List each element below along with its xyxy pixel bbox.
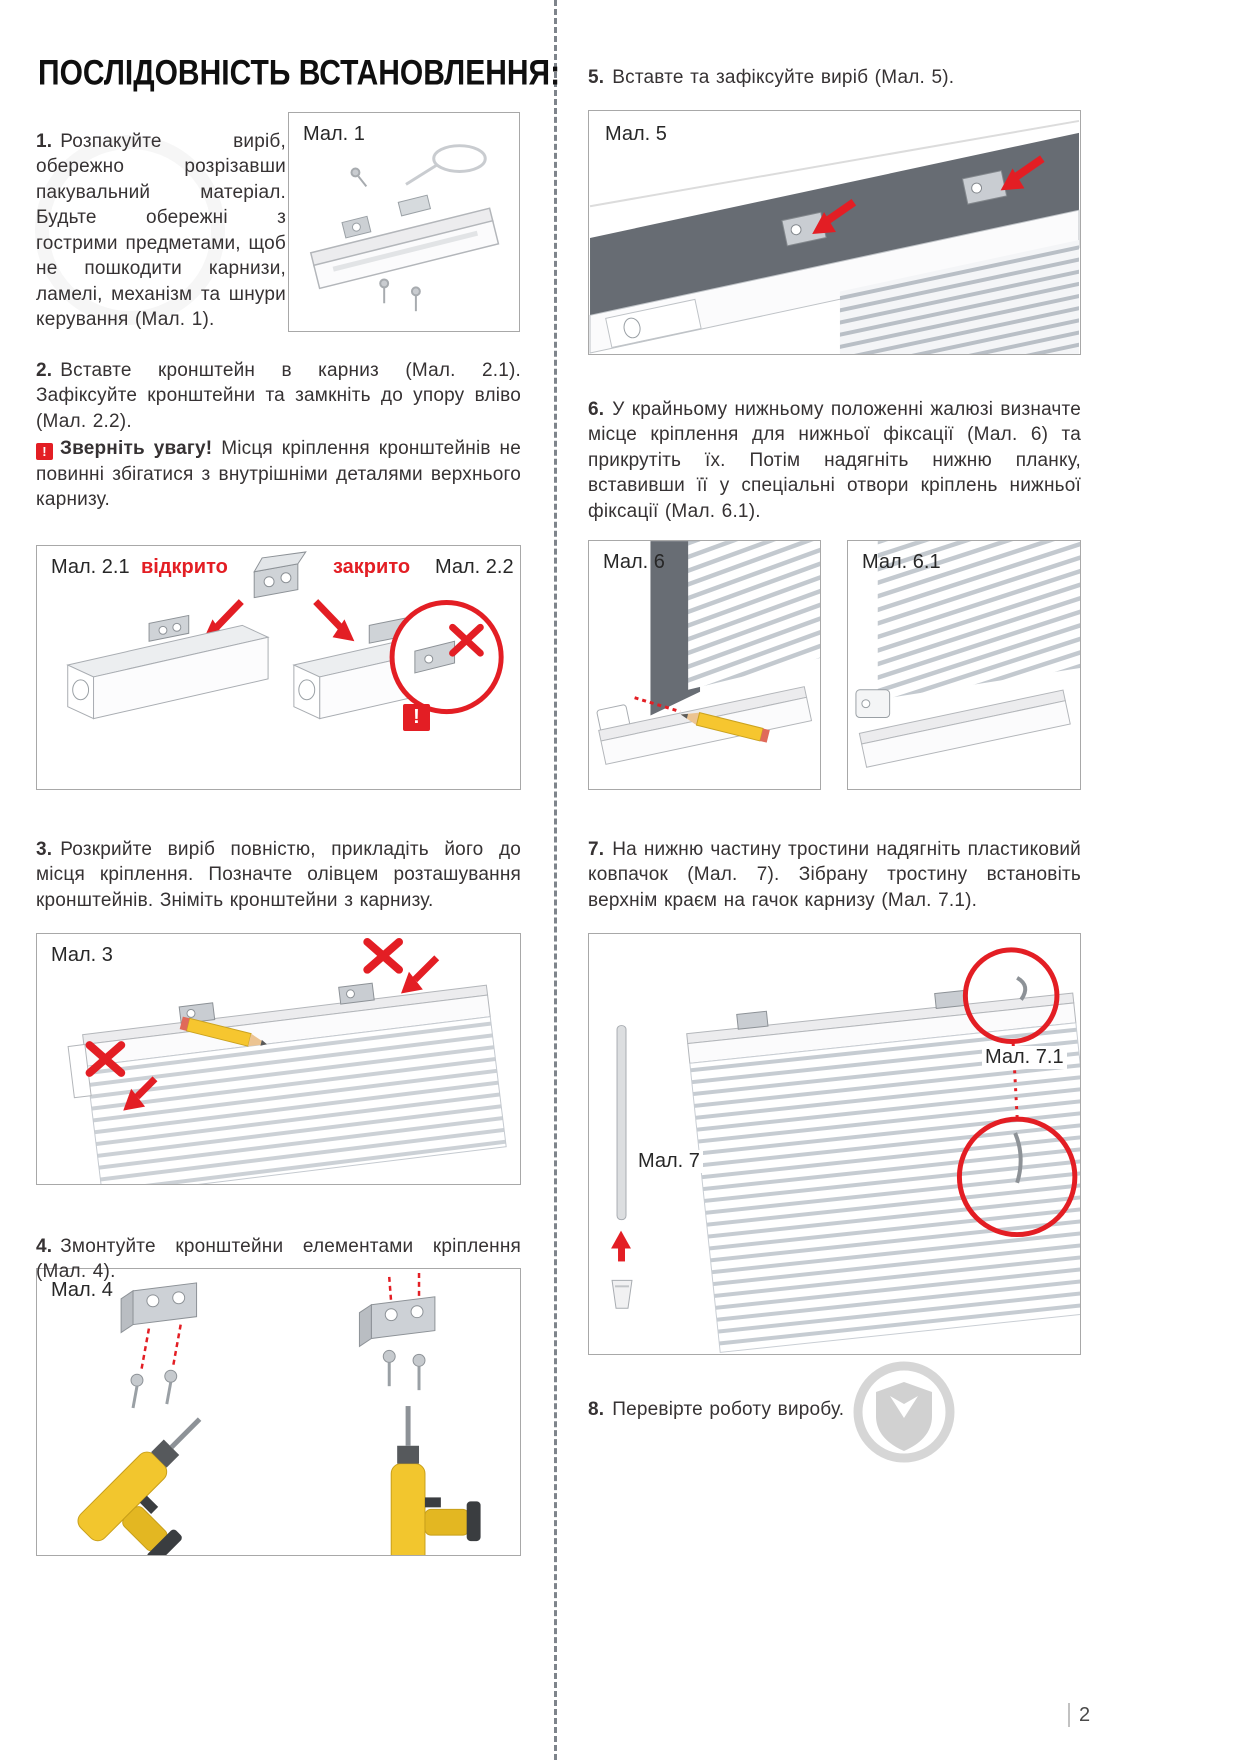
warning-label: Зверніть увагу! [60,438,213,460]
step-5 [588,65,1081,90]
step-7-number: 7. [588,839,605,860]
arrow-icon [415,958,437,980]
step-2-number: 2. [36,360,53,381]
slats [688,541,820,690]
warning-text: Місця кріплення кронштейнів не повинні збігатися з внутрішніми деталями верхнього карнизу. [36,438,522,511]
exclamation-badge: ! [403,704,430,731]
arrow-icon [316,602,341,628]
figure-5-label: Мал. 5 [605,123,667,145]
step-3-number: 3. [36,839,53,860]
step-8 [588,1397,1081,1422]
step-4-number: 4. [36,1236,53,1257]
step-1-text: Розпакуйте виріб, обережно розрізавши пакувальний матеріал. Будьте обережні з гострими предметами, щоб не пошкодити карнизи, ламелі, механізм та шнури керування (Мал. 1). [36,131,286,331]
figure-7-label: Мал. 7 [635,1150,703,1173]
figure-1-label: Мал. 1 [303,123,365,145]
page-number [1068,1703,1090,1727]
figure-6-1 [847,540,1081,790]
step-1-number: 1. [36,131,53,152]
cornice-open [68,615,268,718]
step-6-text: У крайньому нижньому положенні жалюзі визначте місце кріплення для нижньої фіксації (Мал. 6) та прикрутіть їх. Потім надягніть нижню планку, вставивши її у спеціальні отвори кріплень нижньої фіксації (Мал. 6.1). [588,399,1081,522]
figure-4-label: Мал. 4 [51,1279,113,1301]
step-4 [36,1234,521,1285]
step-8-number: 8. [588,1399,605,1420]
fig61-bottom-plank [848,541,1080,789]
closed-label: закрито [333,556,411,578]
step-2-main [36,358,521,434]
fig2-bracket-insert [37,546,520,789]
step-4-text: Змонтуйте кронштейни елементами кріплення (Мал. 4). [36,1236,521,1283]
warning-icon: ! [36,443,53,460]
figure-2 [36,545,521,790]
step-1 [36,129,286,333]
cord-icon [434,146,486,172]
drill-icon [74,1407,251,1555]
step-8-text: Перевірте роботу виробу. [612,1399,845,1420]
screws-icon [383,1350,425,1390]
figure-5 [588,110,1081,355]
figure-6-1-label: Мал. 6.1 [862,551,941,573]
step-6-number: 6. [588,399,605,420]
fig5-insert-product [589,111,1080,354]
blinds-icon [65,969,506,1184]
step-7-text: На нижню частину тростини надягніть пластиковий ковпачок (Мал. 7). Зібрану тростину встановіть верхнім краєм на гачок карнизу (Мал. 7.1). [588,839,1081,911]
bracket-icon [121,1283,196,1333]
column-divider [554,0,557,1760]
bracket-icon [359,1297,434,1347]
figure-3 [36,933,521,1185]
step-2 [36,358,521,513]
cap-icon [612,1280,632,1308]
step-3 [36,837,521,913]
fig6-mark-bottom-fix [589,541,820,789]
wand-icon [617,1026,626,1220]
step-6 [588,397,1081,524]
open-label: відкрито [141,556,228,578]
figure-7 [588,933,1081,1355]
step-7 [588,837,1081,913]
step-2-text: Вставте кронштейн в карниз (Мал. 2.1). Зафіксуйте кронштейни та замкніть до упору вліво (Мал. 2.2). [36,360,521,432]
step-3-text: Розкрийте виріб повністю, прикладіть його до місця кріплення. Позначте олівцем розташування кронштейнів. Зніміть кронштейни з карнизу. [36,839,521,911]
bottom-rail [859,690,1070,767]
screws-icon [131,1370,177,1408]
figure-3-label: Мал. 3 [51,944,113,966]
figure-4 [36,1268,521,1556]
step-5-number: 5. [588,67,605,88]
step-2-warning [36,436,521,512]
page-number-value: 2 [1079,1703,1091,1726]
hook-icon [1017,978,1025,1000]
arrow-icon [217,602,242,628]
fig3-mark-positions [37,934,520,1184]
fig4-mount-brackets [37,1269,520,1555]
guide-lines [141,1325,181,1373]
figure-7-1-label: Мал. 7.1 [982,1046,1067,1069]
page-number-divider [1068,1703,1070,1727]
step-5-text: Вставте та зафіксуйте виріб (Мал. 5). [612,67,955,88]
figure-1 [288,112,520,332]
bracket-icon [254,552,306,598]
figure-2-1-label: Мал. 2.1 [51,556,130,578]
arrow-up-icon [611,1231,631,1249]
fig7-wand-and-hook [589,934,1080,1354]
clip-icon [856,690,890,718]
brand-watermark-icon [848,1356,960,1468]
figure-2-2-label: Мал. 2.2 [435,556,514,578]
figure-6-label: Мал. 6 [603,551,665,573]
figure-6 [588,540,821,790]
page-title: ПОСЛІДОВНІСТЬ ВСТАНОВЛЕННЯ: [38,54,561,94]
drill-icon [391,1406,480,1555]
